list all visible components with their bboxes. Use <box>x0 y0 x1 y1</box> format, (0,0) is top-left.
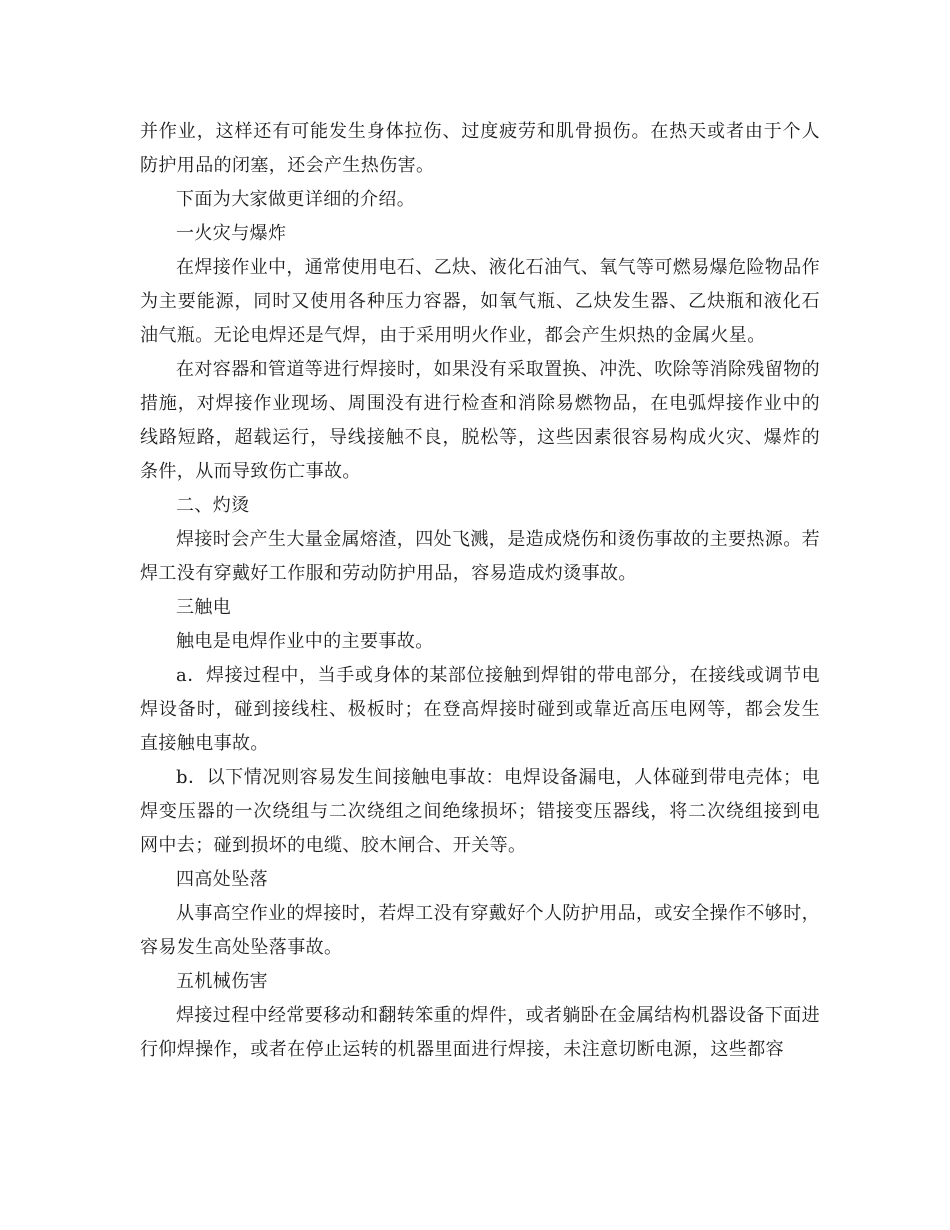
section-heading-mechanical-injury: 五机械伤害 <box>176 971 268 992</box>
paragraph-continuation: 并作业，这样还有可能发生身体拉伤、过度疲劳和肌骨损伤。在热天或者由于个人防护用品的闭塞，还会产生热伤害。 <box>140 121 820 176</box>
paragraph-intro: 下面为大家做更详细的介绍。 <box>176 189 416 210</box>
paragraph-item-b: b．以下情况则容易发生间接触电事故：电焊设备漏电，人体碰到带电壳体；电焊变压器的一次绕组与二次绕组之间绝缘损坏；错接变压器线，将二次绕组接到电网中去；碰到损坏的电缆、胶木闸合、开关等。 <box>140 767 820 856</box>
section-heading-burns: 二、灼烫 <box>176 495 250 516</box>
paragraph: 从事高空作业的焊接时，若焊工没有穿戴好个人防护用品，或安全操作不够时，容易发生高处坠落事故。 <box>140 903 820 958</box>
paragraph: 在对容器和管道等进行焊接时，如果没有采取置换、冲洗、吹除等消除残留物的措施，对焊接作业现场、周围没有进行检查和消除易燃物品，在电弧焊接作业中的线路短路，超载运行，导线接触不良，脱松等，这些因素很容易构成火灾、爆炸的条件，从而导致伤亡事故。 <box>140 359 820 482</box>
section-heading-fire-explosion: 一火灾与爆炸 <box>176 223 287 244</box>
document-body <box>140 115 820 1067</box>
paragraph: 触电是电焊作业中的主要事故。 <box>176 631 434 652</box>
section-heading-electric-shock: 三触电 <box>176 597 232 618</box>
paragraph: 在焊接作业中，通常使用电石、乙炔、液化石油气、氧气等可燃易爆危险物品作为主要能源，同时又使用各种压力容器，如氧气瓶、乙炔发生器、乙炔瓶和液化石油气瓶。无论电焊还是气焊，由于采用明火作业，都会产生炽热的金属火星。 <box>140 257 820 346</box>
section-heading-falls: 四高处坠落 <box>176 869 268 890</box>
paragraph-item-a: a．焊接过程中，当手或身体的某部位接触到焊钳的带电部分，在接线或调节电焊设备时，碰到接线柱、极板时；在登高焊接时碰到或靠近高压电网等，都会发生直接触电事故。 <box>140 665 820 754</box>
paragraph: 焊接过程中经常要移动和翻转笨重的焊件，或者躺卧在金属结构机器设备下面进行仰焊操作，或者在停止运转的机器里面进行焊接，未注意切断电源，这些都容 <box>140 1005 820 1060</box>
paragraph: 焊接时会产生大量金属熔渣，四处飞溅，是造成烧伤和烫伤事故的主要热源。若焊工没有穿戴好工作服和劳动防护用品，容易造成灼烫事故。 <box>140 529 820 584</box>
